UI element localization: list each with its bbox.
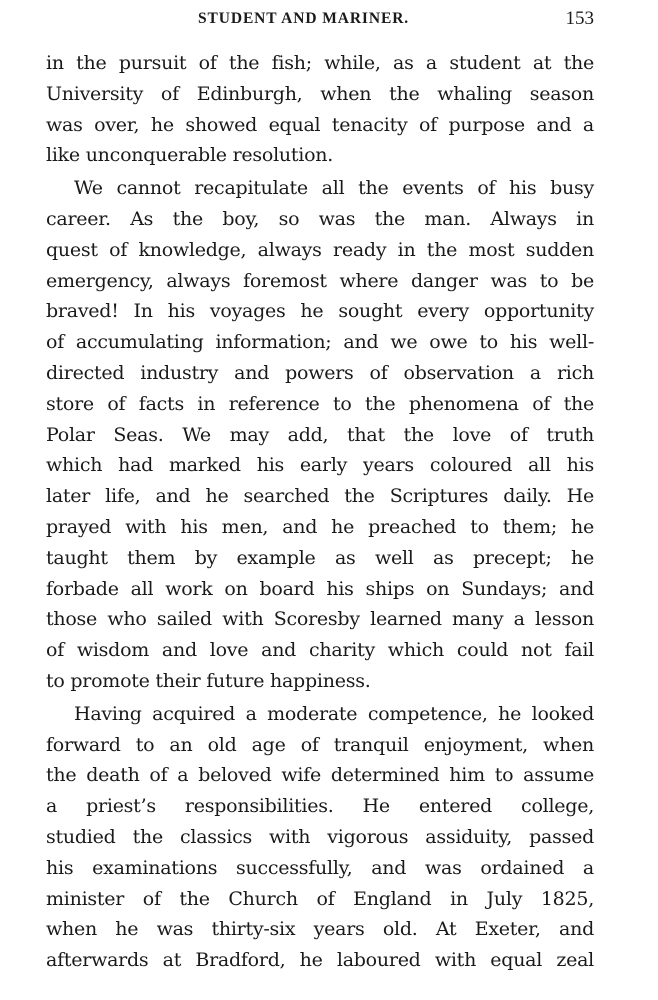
text-line: was over, he showed equal tenacity of purpose and a (46, 113, 594, 136)
text-line: his examinations successfully, and was ordained a (46, 856, 594, 879)
running-head (0, 8, 658, 38)
text-line: store of facts in reference to the phenomena of the (46, 392, 594, 415)
body-text (46, 48, 594, 976)
text-line: University of Edinburgh, when the whaling season (46, 82, 594, 105)
text-line: taught them by example as well as precept; he (46, 546, 594, 569)
text-line: career. As the boy, so was the man. Always in (46, 207, 594, 230)
text-line: like unconquerable resolution. (46, 144, 334, 167)
paragraph (46, 48, 594, 171)
text-line: Polar Seas. We may add, that the love of truth (46, 423, 594, 446)
text-line: the death of a beloved wife determined him to assume (46, 764, 594, 787)
text-line: minister of the Church of England in July 1825, (46, 887, 594, 910)
text-line: forward to an old age of tranquil enjoyment, when (46, 733, 594, 756)
text-line: afterwards at Bradford, he laboured with equal zeal (46, 949, 594, 972)
text-line: which had marked his early years coloured all his (46, 454, 594, 477)
text-line: Having acquired a moderate competence, he looked (74, 702, 594, 725)
paragraph (46, 699, 594, 976)
page-number: 153 (565, 8, 594, 29)
running-title: STUDENT AND MARINER. (198, 10, 410, 27)
text-line: braved! In his voyages he sought every opportunity (46, 300, 594, 323)
text-line: directed industry and powers of observation a rich (46, 361, 594, 384)
text-line: studied the classics with vigorous assiduity, passed (46, 825, 594, 848)
text-line: forbade all work on board his ships on Sundays; and (46, 577, 594, 600)
text-line: quest of knowledge, always ready in the most sudden (46, 238, 594, 261)
text-line: those who sailed with Scoresby learned many a lesson (46, 608, 594, 631)
text-line: when he was thirty-six years old. At Exeter, and (46, 918, 594, 941)
text-line: to promote their future happiness. (46, 669, 371, 692)
text-line: emergency, always foremost where danger was to be (46, 269, 594, 292)
text-line: of wisdom and love and charity which could not fail (46, 639, 594, 662)
paragraph (46, 173, 594, 697)
text-line: in the pursuit of the fish; while, as a student at the (46, 52, 594, 74)
text-line: prayed with his men, and he preached to them; he (46, 515, 594, 538)
text-line: a priest’s responsibilities. He entered college, (46, 795, 594, 818)
text-line: later life, and he searched the Scriptures daily. He (46, 485, 594, 508)
text-line: of accumulating information; and we owe to his well- (46, 331, 594, 354)
text-line: We cannot recapitulate all the events of his busy (74, 177, 594, 200)
